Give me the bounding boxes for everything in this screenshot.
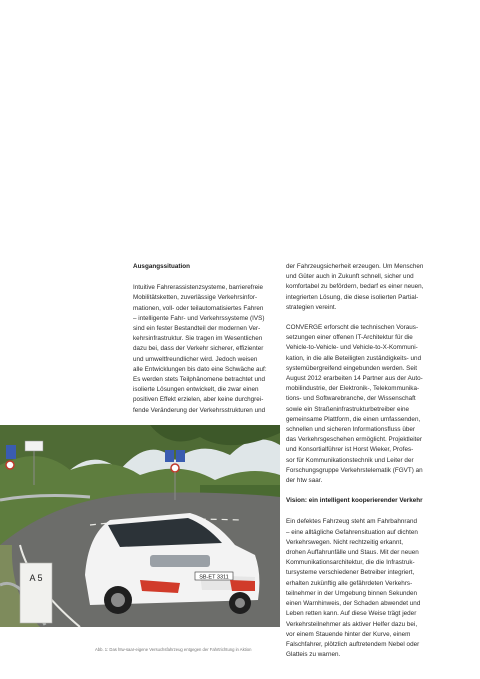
- figure-photo: [0, 425, 280, 627]
- body-paragraph: Ein defektes Fahrzeug steht am Fahrbahnrand – eine alltägliche Gefahrensituation auf dichten Verkehrswegen. Nicht rechtzeitig erkannt, drohen Auffahrunfälle und Staus. Mit der neuen Kommunikationsarchitektur, die die Infrastruk- tursysteme verschiedener Betreiber integriert, erhalten zukünftig alle gefährdeten Verkehrs- teilnehmer in der Umgebung binnen Sekunden einen Warnhinweis, der Schaden abwendet und Leben retten kann. Auf diese Weise trägt jeder Verkehrsteilnehmer als aktiver Helfer dazu bei, vor einem Stauende hinter der Kurve, einem Falschfahrer, plötzlich auftretendem Nebel oder Glatteis zu warnen.: [286, 518, 421, 659]
- section-heading-ausgangssituation: Ausgangssituation: [133, 263, 191, 270]
- body-paragraph: der Fahrzeugsicherheit erzeugen. Um Menschen und Güter auch in Zukunft schnell, sicher und komfortabel zu befördern, bedarf es einer neuen, integrierten Lösung, die diese isolierten Partial- strategien vereint.: [286, 263, 424, 311]
- figure-caption: Abb. 1: Das htw-saar-eigene Versuchsfahrzeug entgegen der Fahrtrichtung in Aktion: [95, 647, 252, 652]
- section-heading-vision: Vision: ein intelligent kooperierender Verkehr: [286, 497, 423, 505]
- left-column: [133, 262, 278, 426]
- photo-illustration: [0, 425, 280, 627]
- body-paragraph: CONVERGE erforscht die technischen Voraus- setzungen einer offenen IT-Architektur für die Vehicle-to-Vehicle- und Vehicle-to-X-Kommuni- kation, in die alle Beteiligten zuständigkeits- und systemübergreifend eingebunden werden. Seit August 2012 erarbeiten 14 Partner aus der Auto- mobilindustrie, der Elektronik-, Telekommunika- tions- und Softwarebranche, der Wissenschaft sowie ein Straßeninfrastrukturbetreiber eine gemeinsame Plattform, die einen umfassenden, schnellen und sicheren Informationsfluss über das Verkehrsgeschehen ermöglicht. Projektleiter und Konsortialführer ist Horst Wieker, Profes- sor für Kommunikationstechnik und Leiter der Forschungsgruppe Verkehrstelematik (FGVT) an der htw saar.: [286, 324, 423, 485]
- license-plate: SB-ET 3311: [199, 574, 229, 581]
- body-paragraph: Intuitive Fahrerassistenzsysteme, barrierefreie Mobilitätsketten, zuverlässige Verkehrsinfor- mationen, voll- oder teilautomatisiertes Fahren – intelligente Fahr- und Verkehrssysteme (IVS) sind ein fester Bestandteil der modernen Ver- kehrsinfrastruktur. Sie tragen im Wesentlichen dazu bei, dass der Verkehr sicherer, effizienter und umweltfreundlicher wird. Jedoch weisen alle Entwicklungen bis dato eine Schwäche auf: Es werden stets Teilphänomene betrachtet und isolierte Lösungen entwickelt, die zwar einen positiven Effekt erzielen, aber keine durchgrei- fende Veränderung der Verkehrsstrukturen und: [133, 284, 267, 414]
- right-column: [286, 262, 436, 670]
- road-marker-label: A 5: [29, 573, 43, 583]
